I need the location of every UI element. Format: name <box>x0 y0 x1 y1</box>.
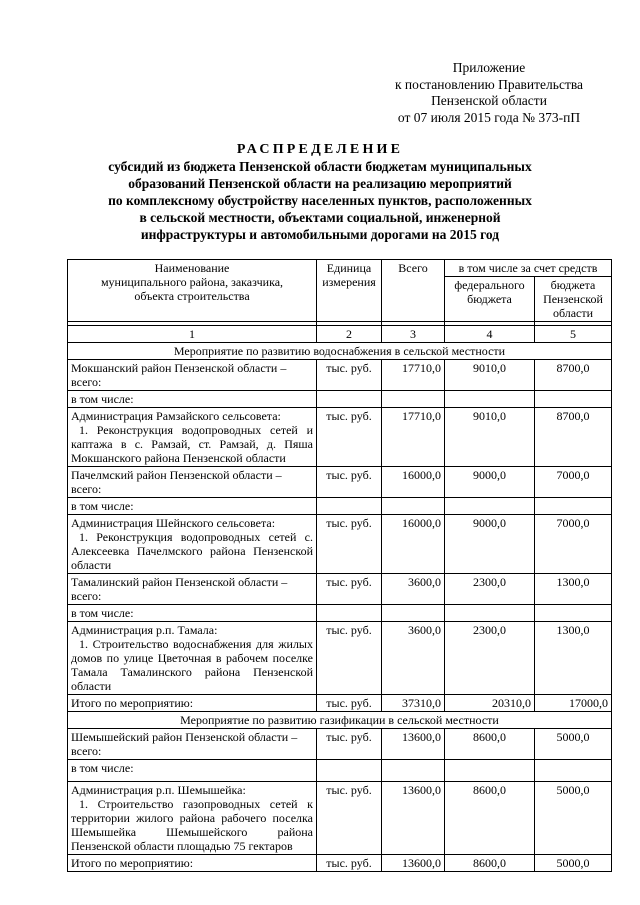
row-name-line-1: Пачелмский район Пензенской области – <box>71 468 282 482</box>
table-row <box>68 391 612 408</box>
column-number-2: 2 <box>317 326 382 343</box>
appendix-line-2: к постановлению Правительства <box>394 76 584 92</box>
section-2-title: Мероприятие по развитию газификации в сельской местности <box>68 712 612 729</box>
row-total <box>382 391 445 408</box>
row-regional: 17000,0 <box>535 695 612 712</box>
section-title-row <box>68 343 612 360</box>
header-unit-cell <box>317 260 382 322</box>
section-1-title: Мероприятие по развитию водоснабжения в сельской местности <box>68 343 612 360</box>
appendix-line-1: Приложение <box>452 60 526 75</box>
row-unit <box>317 605 382 622</box>
row-federal: 8600,0 <box>445 782 535 855</box>
row-federal: 8600,0 <box>445 855 535 872</box>
row-regional <box>535 760 612 782</box>
row-unit <box>317 498 382 515</box>
row-federal <box>445 605 535 622</box>
row-name: в том числе: <box>68 391 317 408</box>
header-total-cell: Всего <box>382 260 445 322</box>
header-regional-line-3: области <box>552 306 594 320</box>
column-number-1: 1 <box>68 326 317 343</box>
row-federal: 20310,0 <box>445 695 535 712</box>
row-name-line-1: Администрация Рамзайского сельсовета: <box>71 409 281 423</box>
row-total: 16000,0 <box>382 467 445 498</box>
row-name <box>68 729 317 760</box>
row-name-line-2: всего: <box>71 482 102 496</box>
row-total: 13600,0 <box>382 782 445 855</box>
row-federal <box>445 391 535 408</box>
subtitle-line-3: по комплексному обустройству населенных пунктов, расположенных <box>108 193 532 208</box>
subtitle-line-1: субсидий из бюджета Пензенской области бюджетам муниципальных <box>108 159 532 174</box>
row-name <box>68 515 317 574</box>
table-row <box>68 498 612 515</box>
row-regional: 7000,0 <box>535 515 612 574</box>
row-regional <box>535 605 612 622</box>
appendix-line-4: от 07 июля 2015 года № 373-пП <box>397 109 581 125</box>
section-title-row <box>68 712 612 729</box>
row-unit <box>317 391 382 408</box>
row-name-line-2: 1. Строительство газопроводных сетей к территории жилого района рабочего поселка Шемышейка Шемышейского района Пензенской области площадью 75 гектаров <box>71 797 313 853</box>
row-name-line-2: всего: <box>71 589 102 603</box>
distribution-table <box>67 259 612 872</box>
header-federal-line-1: федерального <box>454 278 525 292</box>
row-name: в том числе: <box>68 498 317 515</box>
row-total <box>382 760 445 782</box>
row-federal: 2300,0 <box>445 574 535 605</box>
table-row <box>68 782 612 855</box>
header-including-cell: в том числе за счет средств <box>445 260 612 277</box>
table-row <box>68 408 612 467</box>
row-regional: 5000,0 <box>535 729 612 760</box>
row-regional <box>535 391 612 408</box>
column-number-5: 5 <box>535 326 612 343</box>
table-row <box>68 622 612 695</box>
header-name-cell <box>68 260 317 322</box>
row-total: 17710,0 <box>382 360 445 391</box>
row-regional: 8700,0 <box>535 408 612 467</box>
row-total <box>382 498 445 515</box>
header-federal-line-2: бюджета <box>467 292 512 306</box>
header-regional-line-2: Пензенской <box>543 292 603 306</box>
row-unit: тыс. руб. <box>317 574 382 605</box>
row-regional: 5000,0 <box>535 782 612 855</box>
appendix-block <box>358 60 620 126</box>
row-name <box>68 467 317 498</box>
header-unit-line-1: Единица <box>326 261 372 275</box>
row-unit: тыс. руб. <box>317 622 382 695</box>
row-total: 3600,0 <box>382 574 445 605</box>
row-regional <box>535 498 612 515</box>
table-header-row <box>68 260 612 277</box>
row-name-line-1: Тамалинский район Пензенской области – <box>71 575 288 589</box>
header-name-line-1: Наименование <box>154 261 230 275</box>
row-unit: тыс. руб. <box>317 408 382 467</box>
subtitle-line-4: в сельской местности, объектами социальной, инженерной <box>139 210 501 225</box>
table-row <box>68 515 612 574</box>
table-row <box>68 729 612 760</box>
header-regional-line-1: бюджета <box>550 278 596 292</box>
row-regional: 7000,0 <box>535 467 612 498</box>
row-total: 37310,0 <box>382 695 445 712</box>
row-regional: 1300,0 <box>535 622 612 695</box>
row-unit: тыс. руб. <box>317 515 382 574</box>
row-name-line-1: Мокшанский район Пензенской области – <box>71 361 287 375</box>
row-name: Итого по мероприятию: <box>68 695 317 712</box>
row-unit: тыс. руб. <box>317 360 382 391</box>
row-unit: тыс. руб. <box>317 695 382 712</box>
row-federal <box>445 760 535 782</box>
subtitle-line-2: образований Пензенской области на реализацию мероприятий <box>128 176 512 191</box>
table-row <box>68 760 612 782</box>
row-unit: тыс. руб. <box>317 467 382 498</box>
header-unit-line-2: измерения <box>322 275 376 289</box>
row-name-line-1: Администрация Шейнского сельсовета: <box>71 516 276 530</box>
row-name <box>68 408 317 467</box>
column-number-4: 4 <box>445 326 535 343</box>
row-name-line-1: Администрация р.п. Тамала: <box>71 623 218 637</box>
row-federal: 9010,0 <box>445 360 535 391</box>
section-total-row <box>68 855 612 872</box>
row-name-line-2: 1. Реконструкция водопроводных сетей и каптажа в с. Рамзай, ст. Рамзай, д. Пяша Мокшанского района Пензенской области <box>71 423 313 465</box>
document-subtitle <box>75 158 565 243</box>
row-unit: тыс. руб. <box>317 729 382 760</box>
row-name-line-2: всего: <box>71 744 102 758</box>
row-federal: 9010,0 <box>445 408 535 467</box>
row-total: 16000,0 <box>382 515 445 574</box>
table-row <box>68 574 612 605</box>
row-federal: 9000,0 <box>445 515 535 574</box>
document-title: РАСПРЕДЕЛЕНИЕ <box>236 142 404 157</box>
header-name-line-2: муниципального района, заказчика, <box>100 275 284 289</box>
row-unit: тыс. руб. <box>317 782 382 855</box>
row-name <box>68 360 317 391</box>
row-federal <box>445 498 535 515</box>
row-name: Итого по мероприятию: <box>68 855 317 872</box>
row-unit <box>317 760 382 782</box>
row-total: 17710,0 <box>382 408 445 467</box>
row-name-line-2: 1. Строительство водоснабжения для жилых домов по улице Цветочная в рабочем поселке Тамала Тамалинского района Пензенской области <box>71 637 313 693</box>
row-name: в том числе: <box>68 760 317 782</box>
row-federal: 8600,0 <box>445 729 535 760</box>
row-total: 13600,0 <box>382 729 445 760</box>
row-total: 3600,0 <box>382 622 445 695</box>
column-number-row <box>68 326 612 343</box>
row-federal: 2300,0 <box>445 622 535 695</box>
row-name-line-2: 1. Реконструкция водопроводных сетей с. Алексеевка Пачелмского района Пензенской области <box>71 530 313 572</box>
appendix-line-3: Пензенской области <box>431 93 547 108</box>
row-regional: 5000,0 <box>535 855 612 872</box>
row-regional: 8700,0 <box>535 360 612 391</box>
row-name <box>68 622 317 695</box>
subtitle-line-5: инфраструктуры и автомобильными дорогами на 2015 год <box>140 227 500 242</box>
row-federal: 9000,0 <box>445 467 535 498</box>
row-regional: 1300,0 <box>535 574 612 605</box>
header-federal-cell <box>445 277 535 322</box>
row-name-line-2: всего: <box>71 375 102 389</box>
row-name-line-1: Администрация р.п. Шемышейка: <box>71 783 246 797</box>
row-total: 13600,0 <box>382 855 445 872</box>
table-row <box>68 360 612 391</box>
header-regional-cell <box>535 277 612 322</box>
row-unit: тыс. руб. <box>317 855 382 872</box>
row-name-line-1: Шемышейский район Пензенской области – <box>71 730 298 744</box>
table-row <box>68 605 612 622</box>
column-number-3: 3 <box>382 326 445 343</box>
row-name <box>68 782 317 855</box>
row-total <box>382 605 445 622</box>
row-name: в том числе: <box>68 605 317 622</box>
table-row <box>68 467 612 498</box>
header-name-line-3: объекта строительства <box>134 289 250 303</box>
section-total-row <box>68 695 612 712</box>
row-name <box>68 574 317 605</box>
